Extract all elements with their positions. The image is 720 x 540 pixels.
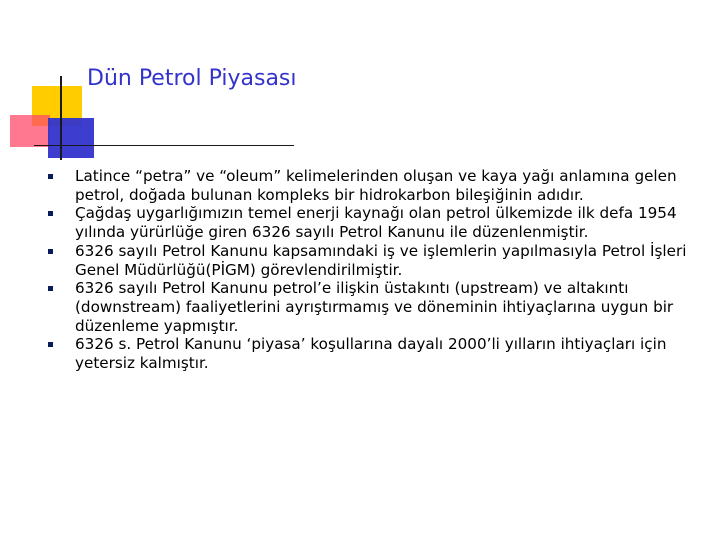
bullet-item bbox=[48, 167, 688, 204]
square-bullet-icon bbox=[48, 342, 53, 347]
title-underline bbox=[34, 145, 294, 146]
bullet-list bbox=[48, 167, 688, 373]
bullet-item bbox=[48, 279, 688, 335]
square-bullet-icon bbox=[48, 249, 53, 254]
logo-red-square bbox=[10, 115, 50, 147]
bullet-text: 6326 s. Petrol Kanunu ‘piyasa’ koşullarına dayalı 2000’li yılların ihtiyaçları için yetersiz kalmıştır. bbox=[75, 335, 667, 373]
bullet-text: Çağdaş uygarlığımızın temel enerji kaynağı olan petrol ülkemizde ilk defa 1954 yılında yürürlüğe giren 6326 sayılı Petrol Kanunu ile düzenlenmiştir. bbox=[75, 204, 677, 242]
slide-title: Dün Petrol Piyasası bbox=[87, 66, 297, 91]
square-bullet-icon bbox=[48, 174, 53, 179]
bullet-text: Latince “petra” ve “oleum” kelimelerinden oluşan ve kaya yağı anlamına gelen petrol, doğada bulunan kompleks bir hidrokarbon bileşiğinin adıdır. bbox=[75, 167, 677, 204]
square-bullet-icon bbox=[48, 211, 53, 216]
logo-blue-square bbox=[48, 118, 94, 158]
bullet-text: 6326 sayılı Petrol Kanunu kapsamındaki iş ve işlemlerin yapılmasıyla Petrol İşleri Genel Müdürlüğü(PİGM) görevlendirilmiştir. bbox=[75, 241, 687, 279]
logo-vertical-line bbox=[60, 76, 62, 160]
square-bullet-icon bbox=[48, 286, 53, 291]
bullet-item bbox=[48, 335, 688, 372]
bullet-item bbox=[48, 204, 688, 241]
bullet-item bbox=[48, 242, 688, 279]
bullet-text: 6326 sayılı Petrol Kanunu petrol’e ilişkin üstakıntı (upstream) ve altakıntı (downstream) faaliyetlerini ayrıştırmamış ve döneminin ihtiyaçlarına uygun bir düzenleme yapmıştır. bbox=[75, 279, 674, 335]
